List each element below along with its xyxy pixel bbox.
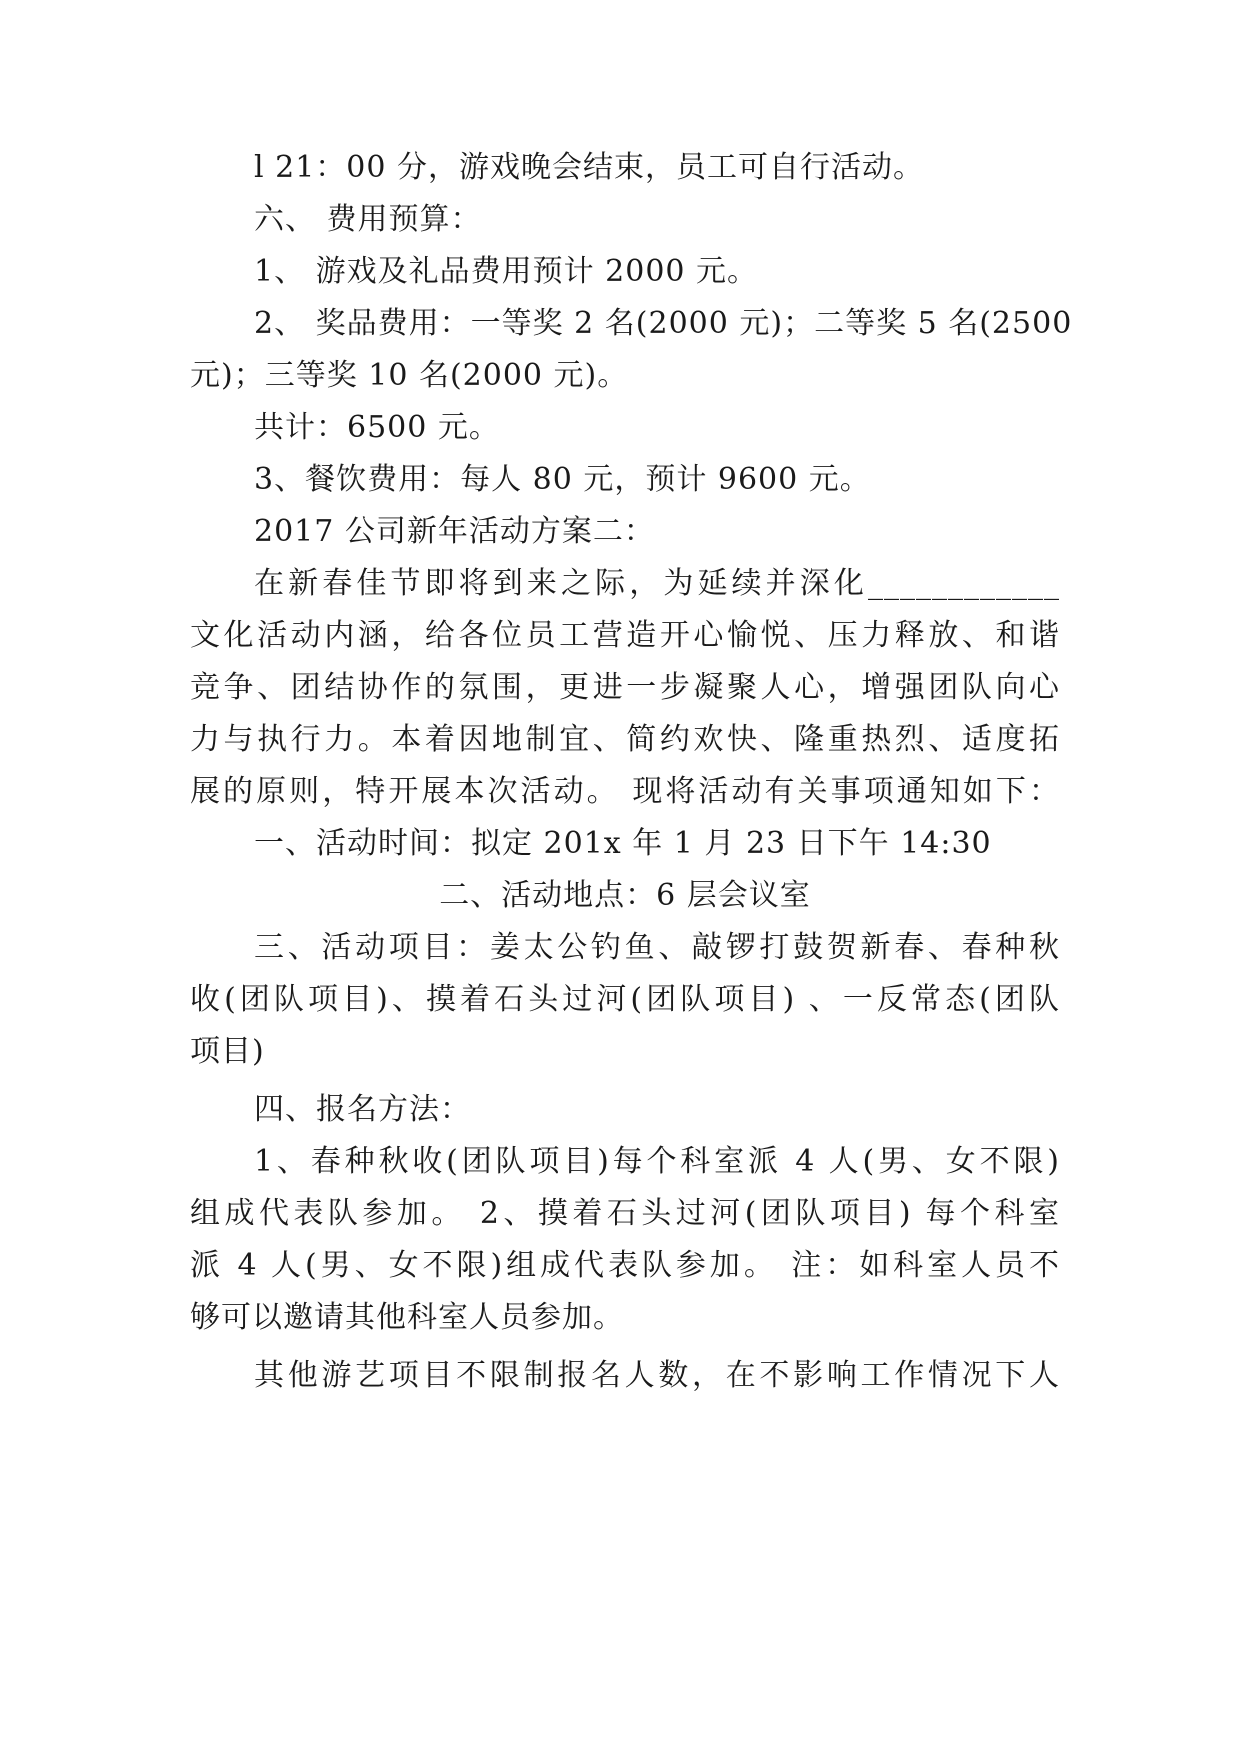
heading-registration: 四、报名方法： bbox=[254, 1092, 471, 1127]
line-budget-catering: 3、餐饮费用：每人 80 元，预计 9600 元。 bbox=[254, 462, 871, 497]
line-activity-location: 二、活动地点：6 层会议室 bbox=[439, 878, 811, 913]
heading-plan-two: 2017 公司新年活动方案二： bbox=[254, 514, 655, 549]
paragraph-intro-line-5: 展的原则，特开展本次活动。 现将活动有关事项通知如下： bbox=[190, 774, 1060, 809]
line-budget-total: 共计：6500 元。 bbox=[254, 410, 500, 445]
line-activity-items-3: 项目) bbox=[190, 1034, 265, 1069]
line-registration-4: 够可以邀请其他科室人员参加。 bbox=[190, 1300, 624, 1335]
line-budget-prizes-cont: 元)；三等奖 10 名(2000 元)。 bbox=[190, 358, 629, 393]
line-activity-items-2: 收(团队项目)、摸着石头过河(团队项目) 、一反常态(团队 bbox=[190, 982, 1060, 1017]
line-game-end: l 21：00 分，游戏晚会结束，员工可自行活动。 bbox=[254, 150, 925, 185]
line-activity-time: 一、活动时间：拟定 201x 年 1 月 23 日下午 14:30 bbox=[254, 826, 992, 861]
line-registration-1: 1、春种秋收(团队项目)每个科室派 4 人(男、女不限) bbox=[254, 1144, 1060, 1179]
paragraph-intro-line-3: 竞争、团结协作的氛围，更进一步凝聚人心，增强团队向心 bbox=[190, 670, 1060, 705]
paragraph-intro-line-4: 力与执行力。本着因地制宜、简约欢快、隆重热烈、适度拓 bbox=[190, 722, 1060, 757]
line-registration-2: 组成代表队参加。 2、摸着石头过河(团队项目) 每个科室 bbox=[190, 1196, 1060, 1231]
line-budget-games: 1、 游戏及礼品费用预计 2000 元。 bbox=[254, 254, 759, 289]
line-budget-prizes: 2、 奖品费用：一等奖 2 名(2000 元)；二等奖 5 名(2500 bbox=[254, 306, 1073, 341]
heading-budget: 六、 费用预算： bbox=[254, 202, 482, 237]
line-registration-3: 派 4 人(男、女不限)组成代表队参加。 注：如科室人员不 bbox=[190, 1248, 1060, 1283]
line-other-items: 其他游艺项目不限制报名人数，在不影响工作情况下人 bbox=[254, 1358, 1060, 1393]
paragraph-intro-line-2: 文化活动内涵，给各位员工营造开心愉悦、压力释放、和谐 bbox=[190, 618, 1060, 653]
paragraph-intro-line-1: 在新春佳节即将到来之际，为延续并深化____________ bbox=[254, 566, 1060, 601]
line-activity-items-1: 三、活动项目：姜太公钓鱼、敲锣打鼓贺新春、春种秋 bbox=[254, 930, 1060, 965]
